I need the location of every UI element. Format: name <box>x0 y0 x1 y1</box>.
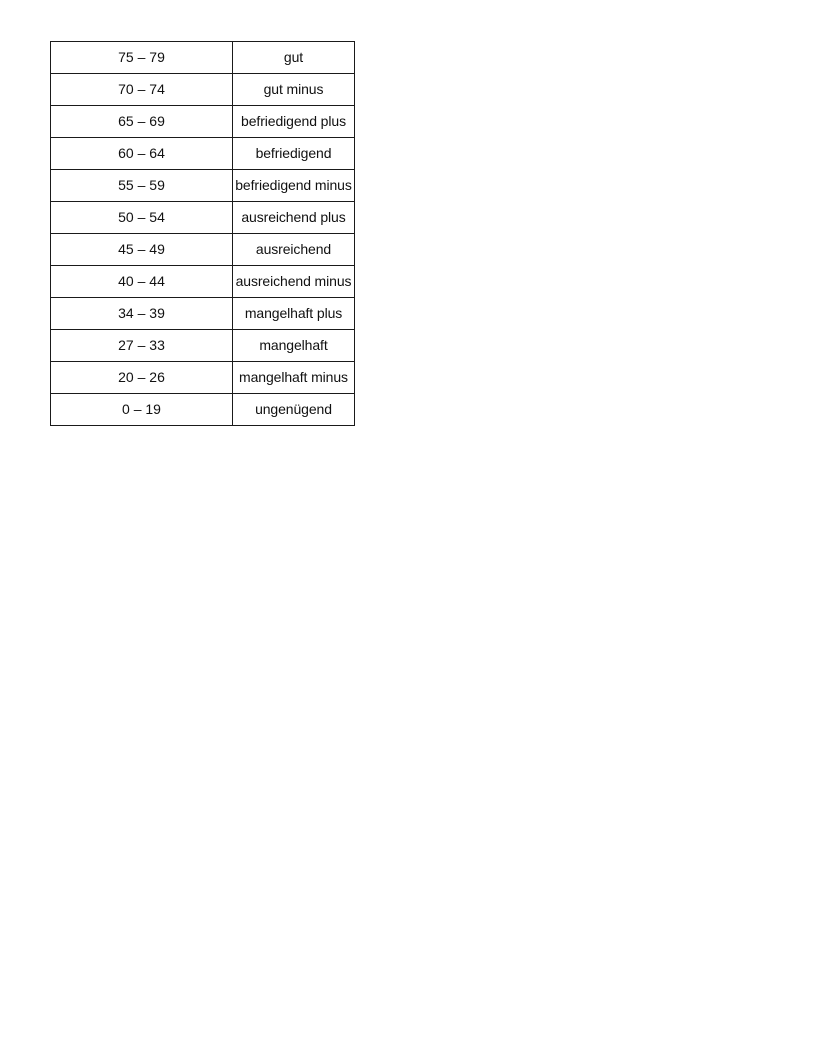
grade-label-cell: mangelhaft <box>233 330 355 362</box>
table-row <box>51 234 355 266</box>
grading-scale-table <box>50 41 355 426</box>
grade-label-cell: ungenügend <box>233 394 355 426</box>
grading-scale-body <box>51 42 355 426</box>
points-range-cell: 60 – 64 <box>51 138 233 170</box>
points-range-cell: 27 – 33 <box>51 330 233 362</box>
grade-label-cell: befriedigend plus <box>233 106 355 138</box>
points-range-cell: 65 – 69 <box>51 106 233 138</box>
grade-label-cell: befriedigend minus <box>233 170 355 202</box>
grade-label-cell: mangelhaft minus <box>233 362 355 394</box>
grade-label-cell: gut <box>233 42 355 74</box>
points-range-cell: 40 – 44 <box>51 266 233 298</box>
grade-label-cell: ausreichend minus <box>233 266 355 298</box>
grade-label-cell: ausreichend plus <box>233 202 355 234</box>
points-range-cell: 45 – 49 <box>51 234 233 266</box>
grade-label-cell: befriedigend <box>233 138 355 170</box>
table-row <box>51 170 355 202</box>
table-row <box>51 138 355 170</box>
table-row <box>51 202 355 234</box>
points-range-cell: 34 – 39 <box>51 298 233 330</box>
grade-label-cell: mangelhaft plus <box>233 298 355 330</box>
points-range-cell: 50 – 54 <box>51 202 233 234</box>
table-row <box>51 394 355 426</box>
table-row <box>51 74 355 106</box>
points-range-cell: 0 – 19 <box>51 394 233 426</box>
points-range-cell: 70 – 74 <box>51 74 233 106</box>
points-range-cell: 55 – 59 <box>51 170 233 202</box>
table-row <box>51 330 355 362</box>
table-row <box>51 298 355 330</box>
points-range-cell: 20 – 26 <box>51 362 233 394</box>
table-row <box>51 362 355 394</box>
table-row <box>51 42 355 74</box>
table-row <box>51 106 355 138</box>
grade-label-cell: ausreichend <box>233 234 355 266</box>
table-row <box>51 266 355 298</box>
grade-label-cell: gut minus <box>233 74 355 106</box>
points-range-cell: 75 – 79 <box>51 42 233 74</box>
